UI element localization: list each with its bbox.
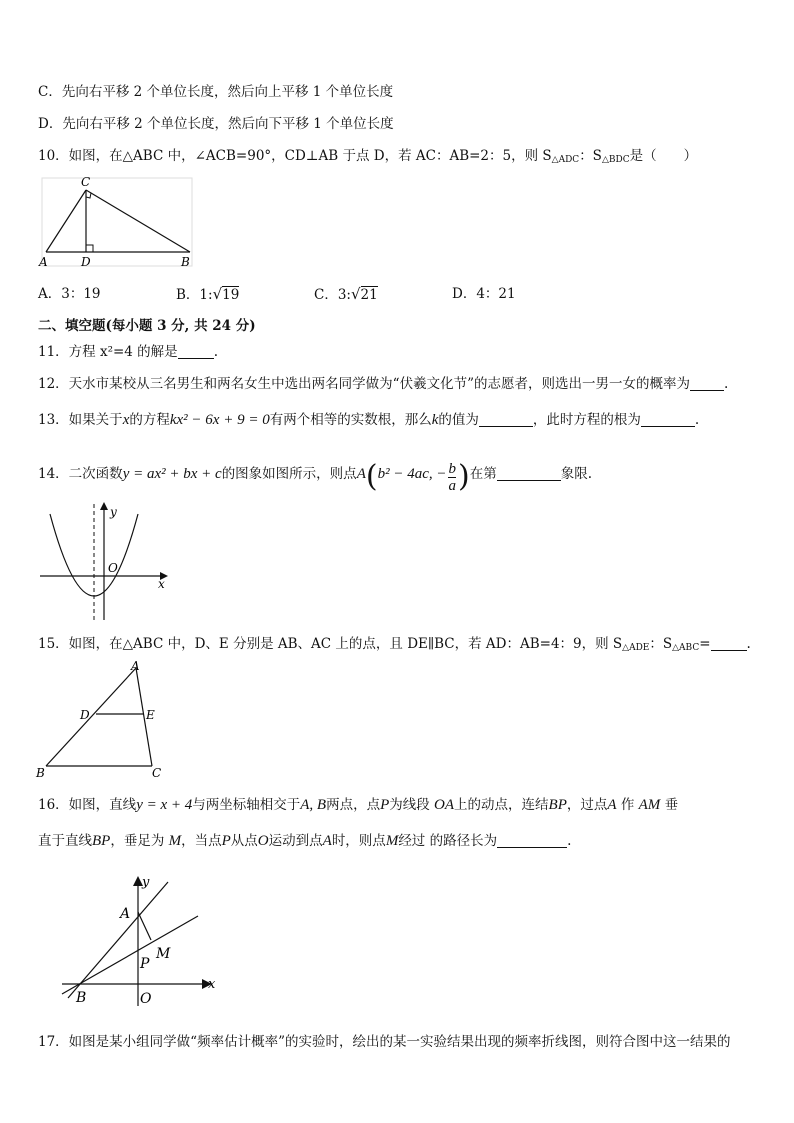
q13-k-blank[interactable] xyxy=(479,412,533,427)
q13-root-blank[interactable] xyxy=(641,412,695,427)
question-16-line-2 xyxy=(38,831,571,851)
question-14 xyxy=(38,461,592,494)
q10-text: 10．如图，在△ABC 中，∠ACB=90°，CD⊥AB 于点 D，若 AC：AB=2：5，则 S xyxy=(38,148,552,164)
q16-line-bp: BP xyxy=(548,797,567,813)
q16-segment-am: AM xyxy=(638,797,661,813)
q10-option-b-text: B．1: xyxy=(176,287,213,303)
q10-option-a: A．3：19 xyxy=(38,286,101,302)
right-paren-icon: ) xyxy=(457,459,470,494)
q12-end: . xyxy=(723,376,729,392)
q13-var-x: x xyxy=(122,412,130,428)
fig14-label-o: O xyxy=(108,561,118,575)
q11-text: 11．方程 x²=4 的解是 xyxy=(38,344,178,360)
fig14-label-x: x xyxy=(158,577,165,591)
fig16-label-p: P xyxy=(140,956,150,972)
figure-q10-triangle xyxy=(36,172,196,272)
q16-2-text-b: ，垂足为 xyxy=(110,833,165,849)
q10-option-c-radicand: 21 xyxy=(360,287,378,303)
q13-text-a: 13．如果关于 xyxy=(38,412,123,428)
q13-text-b: 的方程 xyxy=(129,412,170,428)
q16-text-g: 作 xyxy=(620,797,635,813)
question-13 xyxy=(38,410,699,430)
q13-text-d: 的值为 xyxy=(438,412,479,428)
q16-2-line-bp: BP xyxy=(92,833,111,849)
q16-point-a: A xyxy=(607,797,617,813)
fig16-label-x: x xyxy=(208,977,216,992)
q16-equation: y = x + 4 xyxy=(136,797,193,813)
fig10-label-d: D xyxy=(81,255,91,269)
q13-var-k: k xyxy=(431,412,439,428)
q14-equation: y = ax² + bx + c xyxy=(122,466,222,482)
q16-2-point-m: M xyxy=(385,833,399,849)
q16-2-text-a: 直于直线 xyxy=(38,833,92,849)
fig16-label-y: y xyxy=(142,875,150,890)
fig15-label-e: E xyxy=(146,708,155,722)
fig16-label-m: M xyxy=(156,946,171,962)
q13-equation: kx² − 6x + 9 = 0 xyxy=(169,412,270,428)
q16-2-text-d: 从点 xyxy=(230,833,258,849)
q16-text-d: 为线段 xyxy=(389,797,430,813)
figure-q16-coordinate xyxy=(58,866,226,1010)
q10-sub1: △ADC xyxy=(551,155,580,165)
q10-option-b xyxy=(176,284,239,305)
fig15-label-d: D xyxy=(80,708,90,722)
fig10-label-b: B xyxy=(181,255,190,269)
q16-text-h: 垂 xyxy=(664,797,679,813)
sqrt-sign-icon: √ xyxy=(212,285,223,303)
q16-2-text-e: 运动到点 xyxy=(268,833,323,849)
q16-2-text-f: 时，则点 xyxy=(331,833,386,849)
q14-point-a: A xyxy=(356,466,366,482)
q16-text-f: ，过点 xyxy=(566,797,608,813)
question-11 xyxy=(38,342,218,362)
q16-text-a: 16．如图，直线 xyxy=(38,797,137,813)
q16-path-length-blank[interactable] xyxy=(497,833,567,848)
q10-mid: ：S xyxy=(579,148,602,164)
q16-segment-oa: OA xyxy=(434,797,455,813)
q10-option-c-text: C．3: xyxy=(314,287,351,303)
fig15-label-b: B xyxy=(36,766,45,780)
q13-text-c: 有两个相等的实数根，那么 xyxy=(269,412,432,428)
q16-text-c: 两点，点 xyxy=(326,797,381,813)
q14-fraction xyxy=(448,461,456,494)
q14-fraction-num: b xyxy=(448,461,456,477)
q15-mid: ：S xyxy=(649,636,673,652)
fig15-label-a: A xyxy=(131,660,140,673)
left-paren-icon: ( xyxy=(365,459,378,494)
q11-answer-blank[interactable] xyxy=(178,344,214,359)
option-c: C．先向右平移 2 个单位长度，然后向上平移 1 个单位长度 xyxy=(38,84,394,100)
figure-q14-parabola xyxy=(36,500,170,624)
q10-option-b-radicand: 19 xyxy=(222,287,240,303)
q16-2-text-g: 经过 的路径长为 xyxy=(398,833,498,849)
q14-fraction-den: a xyxy=(448,478,456,494)
q16-2-end: . xyxy=(567,833,572,849)
q16-2-text-c: ，当点 xyxy=(181,833,222,849)
q12-text: 12．天水市某校从三名男生和两名女生中选出两名同学做为“伏羲文化节”的志愿者，则选出一男一女的概率为 xyxy=(38,376,690,392)
fig15-label-c: C xyxy=(152,766,162,780)
q16-text-b: 与两坐标轴相交于 xyxy=(192,797,301,813)
q13-end: . xyxy=(694,412,700,428)
section-fill-blank-heading: 二、填空题(每小题 3 分, 共 24 分) xyxy=(38,318,256,334)
question-17: 17．如图是某小组同学做“频率估计概率”的实验时，绘出的某一实验结果出现的频率折线图，则符合图中这一结果的 xyxy=(38,1034,731,1050)
q16-text-e: 上的动点，连结 xyxy=(454,797,549,813)
fig10-label-a: A xyxy=(39,255,48,269)
q15-sub1: △ADE xyxy=(622,643,650,653)
q15-answer-blank[interactable] xyxy=(711,636,747,651)
q16-2-foot-m: M xyxy=(168,833,182,849)
q10-sub2: △BDC xyxy=(601,155,630,165)
q14-text-b: 的图象如图所示，则点 xyxy=(221,466,357,482)
figure-q15-triangle xyxy=(34,660,174,780)
q12-answer-blank[interactable] xyxy=(690,376,724,391)
sqrt-sign-icon: √ xyxy=(350,285,361,303)
q14-text-c: 在第 xyxy=(469,466,497,482)
q16-2-point-o: O xyxy=(257,833,269,849)
fig16-label-b: B xyxy=(76,990,87,1006)
question-15 xyxy=(38,634,751,658)
q14-coord-1: b² − 4ac, − xyxy=(377,466,447,482)
fig16-label-o: O xyxy=(140,991,152,1007)
q14-end: 象限. xyxy=(560,466,592,482)
q10-end: 是（ ） xyxy=(629,148,698,164)
q11-end: . xyxy=(213,344,218,360)
question-16-line-1 xyxy=(38,795,678,815)
q16-2-point-p: P xyxy=(221,833,231,849)
fig16-label-a: A xyxy=(120,906,131,922)
q10-option-c xyxy=(314,284,378,305)
q16-points-ab: A, B xyxy=(300,797,327,813)
q15-eq: = xyxy=(699,636,711,652)
q15-sub2: △ABC xyxy=(672,643,700,653)
q15-text: 15．如图，在△ABC 中，D、E 分别是 AB、AC 上的点，且 DE∥BC，若 AD：AB=4：9，则 S xyxy=(38,636,623,652)
q16-2-point-a: A xyxy=(322,833,332,849)
q14-text-a: 14．二次函数 xyxy=(38,466,123,482)
q14-quadrant-blank[interactable] xyxy=(497,466,561,481)
fig14-label-y: y xyxy=(110,505,117,519)
option-d: D．先向右平移 2 个单位长度，然后向下平移 1 个单位长度 xyxy=(38,116,394,132)
question-10 xyxy=(38,146,697,170)
q15-end: . xyxy=(746,636,751,652)
q10-option-d: D．4：21 xyxy=(452,286,516,302)
question-12 xyxy=(38,374,728,394)
q13-text-e: ，此时方程的根为 xyxy=(532,412,641,428)
fig10-label-c: C xyxy=(81,175,91,189)
q16-point-p: P xyxy=(380,797,390,813)
